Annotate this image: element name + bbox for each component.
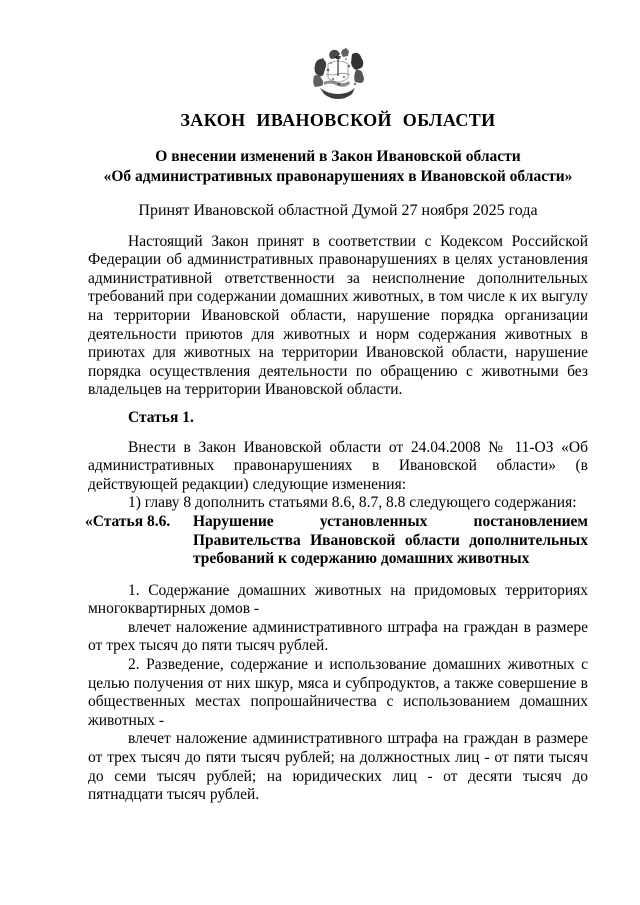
article-8-6-heading bbox=[85, 512, 588, 569]
article-8-6-clause-1: 1. Содержание домашних животных на придомовых территориях многоквартирных домов - bbox=[88, 581, 588, 618]
article-8-6-title: Нарушение установленных постановлением Правительства Ивановской области дополнительных требований к содержанию домашних животных bbox=[193, 512, 588, 568]
article-8-6-clause-2: 2. Разведение, содержание и использование домашних животных с целью получения от них шкур, мяса и субпродуктов, а также совершение в общественных местах попрошайничества с использованием домашних животных - bbox=[88, 656, 588, 729]
amendment-item-1: 1) главу 8 дополнить статьями 8.6, 8.7, 8.8 следующего содержания: bbox=[128, 494, 577, 512]
document-title: ЗАКОН ИВАНОВСКОЙ ОБЛАСТИ bbox=[180, 110, 496, 130]
adoption-line: Принят Ивановской областной Думой 27 ноября 2025 года bbox=[138, 202, 538, 219]
document-content bbox=[85, 0, 588, 805]
article-8-6-clause-2-sanction: влечет наложение административного штрафа на граждан в размере от трех тысяч до пяти тысяч рублей; на должностных лиц - от пяти тысяч до семи тысяч рублей; на юридических лиц - от десяти тысяч до пятнадцати тысяч рублей. bbox=[88, 730, 588, 804]
amendment-intro-paragraph: Внести в Закон Ивановской области от 24.04.2008 № 11-ОЗ «Об административных правонарушениях в Ивановской области» (в действующей редакции) следующие изменения: bbox=[88, 438, 588, 493]
ivanovo-coat-of-arms-icon bbox=[306, 87, 370, 104]
subtitle-line-1: О внесении изменений в Закон Ивановской области bbox=[155, 148, 521, 165]
article-8-6-label: «Статья 8.6. bbox=[85, 512, 171, 530]
article-8-6-clause-1-sanction: влечет наложение административного штрафа на граждан в размере от трех тысяч до пяти тысяч рублей. bbox=[88, 618, 588, 655]
preamble-paragraph: Настоящий Закон принят в соответствии с Кодексом Российской Федерации об административных правонарушениях в целях установления административной ответственности за неисполнение дополнительных требований при содержании домашних животных, в том числе к их выгулу на территории Ивановской области, нарушение порядка организации деятельности приютов для животных и норм содержания животных в приютах для животных на территории Ивановской области, нарушение порядка осуществления деятельности по обращению с животными без владельцев на территории Ивановской области. bbox=[88, 232, 588, 399]
article-1-heading: Статья 1. bbox=[128, 408, 194, 426]
document-subtitle bbox=[88, 147, 588, 187]
emblem-container bbox=[88, 46, 588, 102]
subtitle-line-2: «Об административных правонарушениях в Ивановской области» bbox=[103, 168, 573, 185]
